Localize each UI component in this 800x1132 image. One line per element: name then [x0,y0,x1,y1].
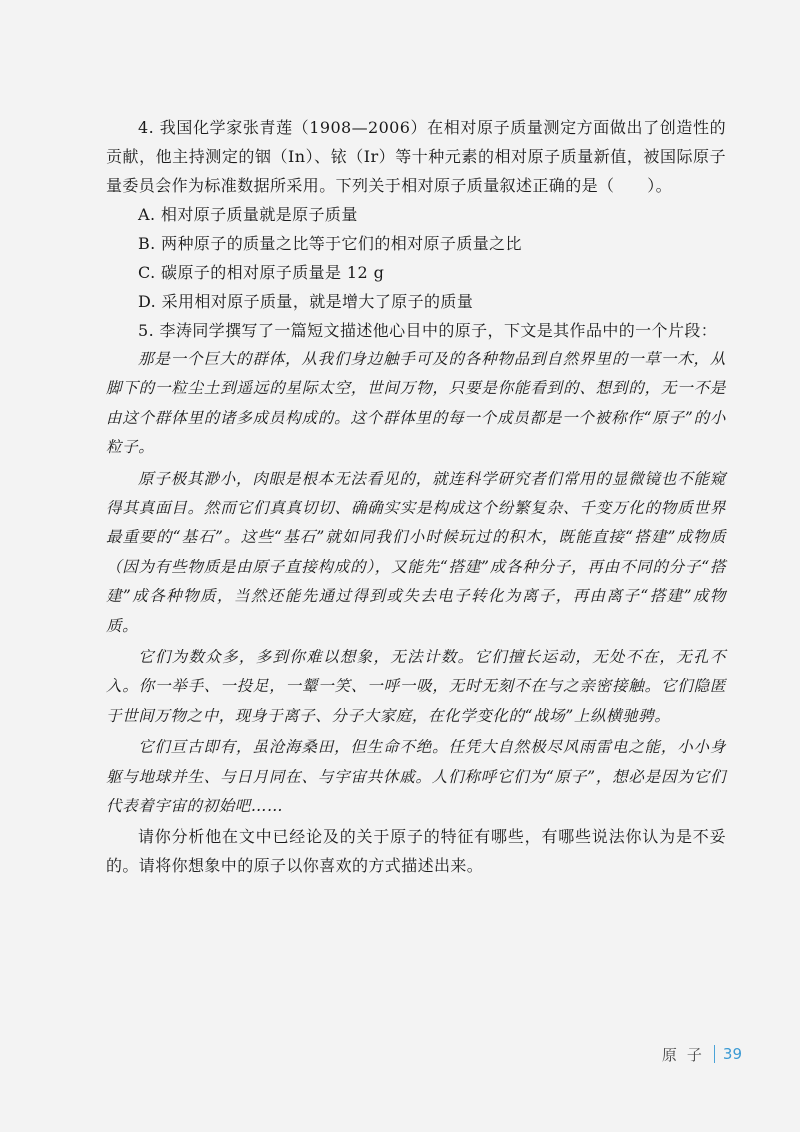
excerpt-paragraph-3: 它们为数众多，多到你难以想象，无法计数。它们擅长运动，无处不在，无孔不入。你一举手、一投足，一颦一笑、一呼一吸，无时无刻不在与之亲密接触。它们隐匿于世间万物之中，现身于离子、分子大家庭，在化学变化的“战场”上纵横驰骋。 [106,648,726,725]
question-4-option-a: A. 相对原子质量就是原子质量 [138,205,358,224]
question-4-option-c: C. 碳原子的相对原子质量是 12 g [138,263,385,282]
excerpt-paragraph-1: 那是一个巨大的群体，从我们身边触手可及的各种物品到自然界里的一草一木，从脚下的一粒尘土到遥远的星际太空，世间万物，只要是你能看到的、想到的，无一不是由这个群体里的诸多成员构成的。这个群体里的每一个成员都是一个被称作“原子”的小粒子。 [106,350,726,457]
question-5-prompt: 请你分析他在文中已经论及的关于原子的特征有哪些，有哪些说法你认为是不妥的。请将你想象中的原子以你喜欢的方式描述出来。 [106,826,726,875]
question-4-stem: 4. 我国化学家张青莲（1908—2006）在相对原子质量测定方面做出了创造性的贡献，他主持测定的铟（In）、铱（Ir）等十种元素的相对原子质量新值，被国际原子量委员会作为标准数据所采用。下列关于相对原子质量叙述正确的是（ ）。 [106,118,726,195]
question-5-stem: 5. 李涛同学撰写了一篇短文描述他心目中的原子，下文是其作品中的一个片段： [138,321,718,340]
exercise-content [106,113,726,880]
question-4-option-d: D. 采用相对原子质量，就是增大了原子的质量 [138,292,474,311]
chapter-title: 原子 [661,1045,712,1064]
excerpt-paragraph-4: 它们亘古即有，虽沧海桑田，但生命不绝。任凭大自然极尽风雨雷电之能，小小身躯与地球并生、与日月同在、与宇宙共休戚。人们称呼它们为“原子”，想必是因为它们代表着宇宙的初始吧…… [106,738,726,816]
question-4-option-b: B. 两种原子的质量之比等于它们的相对原子质量之比 [138,234,522,253]
page-number: 39 [722,1045,742,1063]
excerpt-paragraph-2: 原子极其渺小，肉眼是根本无法看见的，就连科学研究者们常用的显微镜也不能窥得其真面目。然而它们真真切切、确确实实是构成这个纷繁复杂、千变万化的物质世界最重要的“基石”。这些“基石”就如同我们小时候玩过的积木，既能直接“搭建”成物质（因为有些物质是由原子直接构成的），又能先“搭建”成各种分子，再由不同的分子“搭建”成各种物质，当然还能先通过得到或失去电子转化为离子，再由离子“搭建”成物质。 [106,469,726,635]
page-footer [662,1040,742,1068]
footer-divider [714,1045,715,1063]
